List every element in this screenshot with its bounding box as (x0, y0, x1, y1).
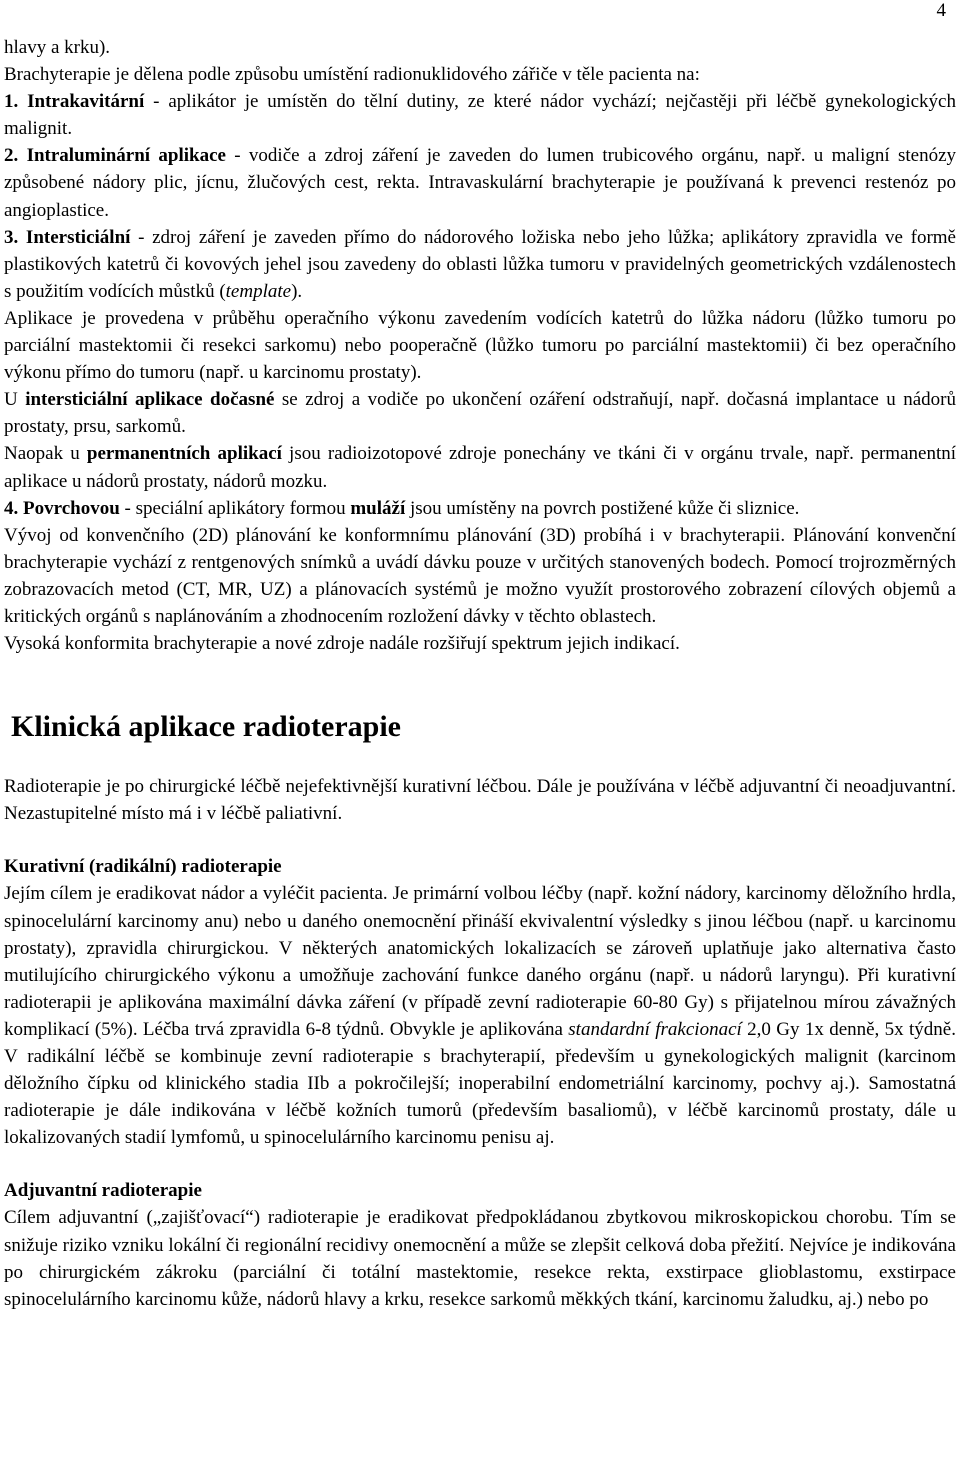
paragraph (4, 880, 956, 1151)
text-run: 1. Intrakavitární (4, 91, 145, 113)
text-run: Naopak u (4, 443, 87, 465)
paragraph (4, 440, 956, 494)
paragraph (4, 224, 956, 305)
text-run: - vodiče a zdroj záření je zaveden do lumen trubicového orgánu, např. u maligní stenózy způsobené nádory plic, jícnu, žlučových cest, rekta. Intravaskulární brachyterapie je používaná k prevenci restenóz po angioplastice. (4, 145, 956, 221)
text-run: - speciální aplikátory formou (119, 497, 351, 519)
section-heading (4, 709, 956, 745)
paragraph (4, 630, 956, 657)
text-run: Brachyterapie je dělena podle způsobu umístění radionuklidového zářiče v těle pacienta na: (4, 64, 700, 86)
text-run: U (4, 389, 26, 411)
text-run: - aplikátor je umístěn do tělní dutiny, ze které nádor vychází; nejčastěji při léčbě gynekologických malignit. (4, 91, 956, 140)
document-body (4, 34, 956, 1313)
text-run: Aplikace je provedena v průběhu operačního výkonu zavedením vodících katetrů do lůžka nádoru (lůžko tumoru po parciální mastektomii či resekci sarkomu) nebo pooperačně (lůžko tumoru po parciální mastektomii) či bez operačního výkonu přímo do tumoru (např. u karcinomu prostaty). (4, 307, 956, 384)
paragraph (4, 34, 956, 61)
text-run: ). (291, 280, 303, 302)
paragraph (4, 773, 956, 827)
text-run: Cílem adjuvantní („zajišťovací“) radioterapie je eradikovat předpokládanou zbytkovou mikroskopickou chorobu. Tím se snižuje riziko vzniku lokální či regionální recidivy onemocnění a může se zlepšit celková doba přežití. Nejvíce je indikována po chirurgickém zákroku (parciální či totální mastektomie, resekce rekta, exstirpace glioblastomu, exstirpace spinocelulárního karcinomu kůže, nádorů hlavy a krku, resekce sarkomů měkkých tkání, karcinomu žaludku, aj.) nebo po (4, 1207, 956, 1310)
text-run: standardní frakcionací (568, 1018, 742, 1040)
paragraph (4, 88, 956, 142)
text-run: Vysoká konformita brachyterapie a nové zdroje nadále rozšiřují spektrum jejich indikací. (4, 633, 680, 655)
paragraph (4, 61, 956, 88)
paragraph (4, 1204, 956, 1312)
text-run: permanentních aplikací (86, 443, 282, 465)
text-run: intersticiální aplikace dočasné (25, 389, 275, 411)
text-run: Adjuvantní radioterapie (4, 1180, 202, 1202)
paragraph (4, 305, 956, 386)
text-run: Vývoj od konvenčního (2D) plánování ke konformnímu plánování (3D) probíhá i v brachyterapii. Plánování konvenční brachyterapie vychází z rentgenových snímků a uvádí dávku pouze v určitých stanovených bodech. Pomocí trojrozměrných zobrazovacích metod (CT, MR, UZ) a plánovacích systémů je možno využít prostorového zobrazení cílových objemů a kritických orgánů s naplánováním a zhodnocením rozložení dávky v těchto oblastech. (4, 524, 956, 627)
paragraph (4, 142, 956, 223)
text-run: se zdroj a vodiče po ukončení ozáření odstraňují, např. dočasná implantace u nádorů prostaty, prsu, sarkomů. (4, 389, 957, 438)
text-run: jsou umístěny na povrch postižené kůže či sliznice. (405, 497, 800, 519)
text-run: - zdroj záření je zaveden přímo do nádorového ložiska nebo jeho lůžka; aplikátory zpravidla ve formě plastikových katetrů či kovových jehel jsou zavedeny do oblasti lůžka tumoru v pravidelných geometrických vzdálenostech s použitím vodících můstků ( (4, 226, 956, 302)
paragraph (4, 522, 956, 630)
text-run: Klinická aplikace radioterapie (11, 710, 401, 744)
text-run: Radioterapie je po chirurgické léčbě nejefektivnější kurativní léčbou. Dále je používána v léčbě adjuvantní či neoadjuvantní. Nezastupitelné místo má i v léčbě paliativní. (4, 776, 956, 825)
page-number: 4 (936, 0, 946, 21)
subsection-heading (4, 1177, 956, 1204)
text-run: Jejím cílem je eradikovat nádor a vyléčit pacienta. Je primární volbou léčby (např. kožní nádory, karcinomy děložního hrdla, spinocelulární karcinomy anu) nebo u daného onemocnění přináší ekvivalentní výsledky s jinou léčbou (např. u karcinomu prostaty), zpravidla chirurgickou. V některých anatomických lokalizacích se zároveň uplatňuje jako alternativa často mutilujícího chirurgického výkonu a umožňuje zachování funkce daného orgánu (např. u nádorů laryngu). Při kurativní radioterapii je aplikována maximální dávka záření (v případě zevní radioterapie 60-80 Gy) s přijatelnou mírou závažných komplikací (5%). Léčba trvá zpravidla 6-8 týdnů. Obvykle je aplikována (4, 883, 956, 1040)
paragraph (4, 495, 956, 522)
text-run: jsou radioizotopové zdroje ponechány ve tkáni či v orgánu trvale, např. permanentní aplikace u nádorů prostaty, nádorů mozku. (4, 443, 957, 492)
text-run: 2,0 Gy 1x denně, 5x týdně. V radikální léčbě se kombinuje zevní radioterapie s brachyterapií, především u gynekologických malignit (karcinom děložního čípku od klinického stadia IIb a pokročilejší; inoperabilní endometriální karcinomy, pochvy aj.). Samostatná radioterapie je dále indikována v léčbě kožních tumorů (především basaliomů), v léčbě karcinomů prostaty, dále u lokalizovaných stadií lymfomů, u spinocelulárního karcinomu penisu aj. (4, 1018, 956, 1149)
text-run: 2. Intraluminární aplikace (4, 145, 226, 167)
text-run: template (225, 280, 292, 302)
paragraph (4, 386, 956, 440)
text-run: muláží (350, 497, 406, 519)
subsection-heading (4, 853, 956, 880)
text-run: hlavy a krku). (4, 37, 111, 58)
text-run: Kurativní (radikální) radioterapie (4, 856, 282, 878)
text-run: 4. Povrchovou (4, 497, 120, 519)
text-run: 3. Intersticiální (4, 226, 131, 248)
